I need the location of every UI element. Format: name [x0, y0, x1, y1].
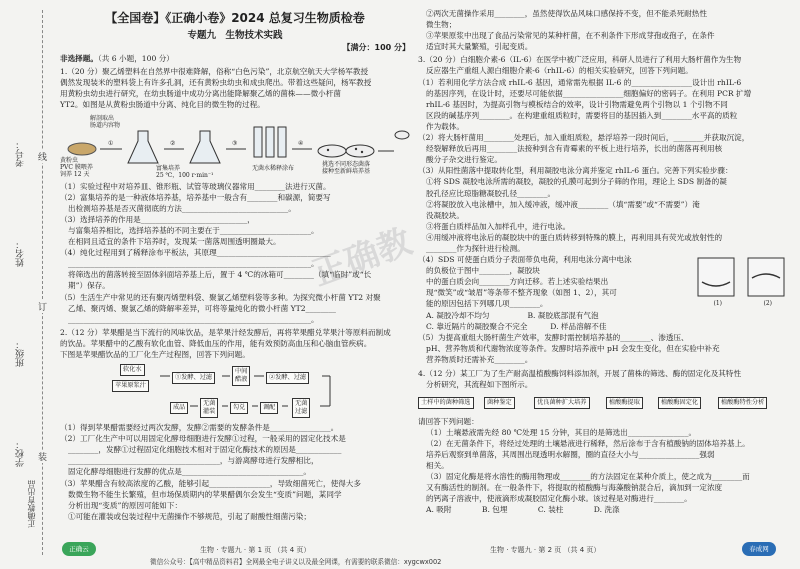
q1-line: ________________________________________________________________。	[68, 259, 319, 269]
q4-line: （3）固定化酶是将水溶性的酶用物理或________的方法固定在某种介质上，使之成为________而	[426, 472, 750, 482]
q1-line: （5）生活生产中常见的还有聚丙烯塑料袋、聚氯乙烯塑料袋等多种。为探究微小杆菌 YT2 对聚	[60, 292, 381, 302]
q3-line: 经裂解释放后再用________法接种到含有青霉素的平板上进行培养，长出的菌落再利用核	[426, 144, 723, 154]
step-2-marker: ②	[170, 139, 176, 147]
q3-line: ④用缓冲液将电泳后的凝胶块中的蛋白质转移到特殊的膜上，再利用具有荧光或放射性的	[426, 232, 723, 242]
section-heading	[60, 53, 410, 64]
q4-line: A. 吸附 B. 包埋 C. 装柱 D. 洗涤	[426, 505, 620, 515]
q3-5-line: （5）为提高重组大肠杆菌生产效率，发酵时需控制培养基的________、渗透压、	[418, 333, 689, 343]
q3-sds-text	[418, 254, 683, 309]
q1-intro-line: 偶然发现装米的塑料袋上有许多孔洞，还有黄粉虫幼虫和成虫爬出。带着这些疑问，杨军教授	[60, 78, 372, 88]
q3-line: （1）若利用化学方法合成 rhIL-6 基因，通常需先根据 IL-6 的________________设计出 rhIL-6	[418, 77, 742, 87]
option-d: D. 样品溶解不佳	[550, 322, 607, 332]
q3-line: ________作为探针进行检测。	[426, 243, 525, 253]
q1-line: （4）纯化过程用到了稀释涂布平板法，其原理______________________________	[60, 248, 331, 258]
q3-line: 区段的碱基序列________。在构建重组质粒时，需要将目的基因插入到________水平高的质粒	[426, 110, 738, 120]
q1-label-enrich: 富集培养 25 ℃，100 r·min⁻¹	[156, 164, 214, 179]
q4-line: 请回答下列问题：	[418, 416, 479, 426]
page-subtitle: 专题九 生物技术实践	[187, 30, 283, 41]
q1-label-dissect: 解剖取出 肠道内容物	[90, 114, 121, 129]
q4-line: 相关。	[426, 461, 449, 471]
figure-2-label: (2)	[763, 300, 772, 308]
flow-blending: 勾兑	[230, 402, 248, 414]
footer-wechat-note: 微信公众号：【高中精品资料君】全网最全电子讲义以及最全网课，有需要的联系微信：xygcwx002	[150, 558, 442, 566]
q2-cont-line: 微生物；	[426, 20, 457, 30]
q4-line: 的钙离子溶液中，使液滴形成凝胶固定化酶小球。该过程是对酶进行________。	[426, 494, 692, 504]
q2-line: 数微生物不能生长繁殖，但市场保质期内的苹果醋偶尔会发生“变质”问题，某同学	[68, 489, 342, 499]
q3-5-line: 营养物质时还需补充________。	[426, 355, 533, 365]
q3-line: rhIL-6 基因时，为提高引物与模板结合的效率，设计引物需避免两个引物以 1 个引物不同	[426, 99, 728, 109]
q3-sds-line: （4）SDS 可使蛋白质分子表面带负电荷，利用电泳分离中电泳	[418, 255, 632, 265]
option-c: C. 靠近隔片的凝胶聚合不完全	[426, 322, 528, 332]
q2-line: 分析出现“变质”的原因可能如下：	[68, 500, 183, 510]
q3-sds-block	[418, 254, 790, 310]
q3-sds-line: 现“微笑”或“皱眉”等条带不整齐现象（如图 1、2），其可	[426, 288, 617, 298]
q1-line: （1）实验过程中对培养皿、锥形瓶、试管等玻璃仪器常用________法进行灭菌。	[60, 181, 331, 191]
flow-step-screening: 土样中的菌种筛选	[418, 397, 474, 409]
q3-intro-line: 反应器生产重组人源白细胞介素-6（rhIL-6）的相关实验研究，回答下列问题。	[426, 66, 693, 76]
right-column	[418, 8, 790, 516]
page-title: 【全国卷】《正确小卷》2024 总复习生物质检卷	[105, 11, 365, 25]
question-4	[418, 368, 790, 516]
question-2-continued	[418, 8, 790, 52]
seal-char: 装	[38, 450, 47, 463]
flow-soft-water: 软化水	[120, 364, 145, 376]
flow-intermediate-vinegar: 中间 醋液	[232, 366, 250, 386]
q3-line: （2）将大肠杆菌用________处理后，加入重组质粒，悬浮培养一段时间后，________并获取沉淀，	[418, 133, 750, 143]
flow-mixing: 调配	[260, 402, 278, 414]
q1-isolation-diagram	[60, 113, 410, 179]
q2-flow-arrows	[60, 362, 410, 420]
q1-line: 期”）保存。	[68, 281, 110, 291]
line-char: 线	[38, 150, 47, 163]
binding-sidebar	[0, 0, 55, 569]
q1-line: （2）富集培养的是一种液体培养基，培养基中一般含有________和碳源，简要写	[60, 192, 331, 202]
class-field-label: 班级：	[16, 340, 26, 367]
binding-dashed-line	[42, 10, 43, 555]
q1-line: 在相同且适宜的条件下培养时，发现某一菌落周围透明圈最大。	[68, 237, 281, 247]
flow-aseptic-filling: 无菌 灌装	[200, 398, 218, 418]
q1-line: 将筛选出的菌落转接至固体斜面培养基上后，置于 4 ℃的冰箱可________（填“临时”或“长	[68, 270, 372, 280]
q3-options-row	[418, 310, 790, 321]
q3-sds-line: 中的蛋白质会向________方向迁移。若上述实验结果出	[426, 277, 609, 287]
flow-step-immobilization: 植酸酶固定化	[658, 397, 701, 409]
q1-label-dilute: 无菌水稀释涂布	[252, 164, 295, 172]
q2-intro-line: 的饮品。苹果醋中的乙酸有软化血管、降低血压的作用，能有效预防高血压和心脑血管疾病。	[60, 338, 372, 348]
school-field-label: 学校：	[16, 440, 26, 467]
q1-line: 与富集培养相比，选择培养基的不同主要在于________________________。	[68, 225, 319, 235]
q2-line: ________，发酵①过程固定化细胞技术相对于固定化酶技术的原因是____________	[68, 445, 342, 455]
q3-line: 作为载体。	[426, 121, 464, 131]
flow-apple-juice: 苹果原浆汁	[112, 380, 149, 392]
name-field-label: 姓名：	[16, 240, 26, 267]
q2-line: （3）苹果醋含有较高浓度的乙酸，能够引起________________，导致细菌死亡，使得大多	[60, 478, 361, 488]
step-4-marker: ④	[298, 139, 304, 147]
page-footer-right: 生物 · 专题九 · 第 2 页 （共 4 页）	[490, 546, 601, 554]
q4-line: （1）土壤悬液需先经 80 ℃处理 15 分钟，其目的是筛选出________________。	[426, 427, 697, 437]
q3-line: 没凝胶块。	[426, 210, 464, 220]
q1-line: 乙烯、聚丙烯、聚氯乙烯的降解率差异，可将等量纯化的微小杆菌 YT2________	[68, 303, 336, 313]
q3-options-row	[418, 321, 790, 332]
q1-intro-line: 用黄粉虫幼虫进行研究，在幼虫肠道中成功分离出能降解聚乙烯的菌株——微小杆菌	[60, 89, 341, 99]
q2-line: 固定化酵母细胞进行发酵的优点是________________________________。	[68, 467, 311, 477]
q3-line: 胶孔径应比琼脂糖凝胶孔径________。	[426, 188, 556, 198]
q3-line: （3）从阳性菌落中提取转化型，利用凝胶电泳分离并鉴定 rhIL-6 蛋白。完善下列实验步骤：	[418, 166, 733, 176]
q3-line: ③将蛋白质样品加入加样孔中，进行电泳。	[426, 221, 571, 231]
step-3-marker: ③	[232, 139, 238, 147]
section-title: 非选择题。	[60, 54, 98, 64]
q1-line: ________________________________________________________________。	[68, 314, 319, 324]
flow-sterile-filtration: 无菌 过滤	[292, 398, 310, 418]
q3-sds-line: 能的原因包括下列哪几项________。	[426, 299, 548, 309]
q3-line: ②将凝胶放入电泳槽中，加入缓冲液，缓冲液________（填“需要”或“不需要”）淹	[426, 199, 700, 209]
q4-intro-line: 分析研究，其流程如下图所示。	[426, 379, 533, 389]
q2-line: （1）得到苹果醋需要经过两次发酵，发酵②需要的发酵条件是________________。	[60, 423, 339, 433]
full-score: 【满分：100 分】	[342, 43, 410, 52]
q2-intro-line: 下图是苹果醋饮品的工厂化生产过程图，回答下列问题。	[60, 349, 250, 359]
q1-line: （3）选择培养的作用是____________________________，	[60, 214, 255, 224]
flow-fermentation-2: ②发酵、过滤	[266, 372, 309, 384]
q1-line: 出检测培养基是否灭菌彻底的方法____________________________。	[68, 203, 296, 213]
q1-label-pick: 挑选不同形态菌落 接种至新鲜培养基	[322, 160, 371, 175]
bind-char: 订	[38, 300, 47, 313]
q4-process-flow	[418, 392, 790, 414]
seal-line-label: 正确教育出品	[27, 480, 36, 528]
brand-logo-right: 春成网	[742, 542, 776, 556]
step-1-marker: ①	[108, 139, 114, 147]
flow-fermentation-1: ①发酵、过滤	[172, 372, 215, 384]
option-a: A. 凝胶冷却不均匀	[426, 311, 490, 321]
q2-cont-line: ②两次无菌操作采用________，虽然使得饮品风味口感保持不变，但不能杀死耐热性	[426, 9, 707, 18]
q2-cont-line: ③苹果原浆中出现了食品污染常见的某种杆菌，在不利条件下形成芽孢或孢子，在条件	[426, 31, 715, 41]
option-b: B. 凝胶底部混有气泡	[527, 311, 599, 321]
watermark: 正确教	[307, 221, 417, 295]
q4-intro-line: 4.（12 分）某工厂为了生产耐高温植酸酶饲料添加剂，开展了菌株的筛选、酶的固定化及其特性	[418, 368, 742, 378]
q3-line: ①将 SDS 凝胶电泳所需的凝胶，凝胶的孔膜可起到分子筛的作用，理论上 SDS 制备的凝	[426, 177, 727, 187]
q2-line: （2）工厂化生产中可以用固定化酵母细胞进行发酵①过程，一般采用的固定化技术是	[60, 434, 346, 444]
q1-label-feed: 黄粉虫 PVC 膜喂养 饲养 12 天	[60, 156, 93, 178]
section-count: （共 6 小题，100 分）	[97, 54, 174, 64]
brand-logo-left: 正确云	[62, 542, 96, 556]
electrophoresis-figures	[694, 254, 790, 310]
q3-line: 酸分子杂交进行鉴定。	[426, 155, 502, 165]
flow-step-extraction: 植酸酶提取	[606, 397, 643, 409]
q4-line: 培养后观察到单菌落，其周围出现透明水解圈，圈的直径大小与________________强弱	[426, 450, 715, 459]
q3-5-line: pH、营养物质和代谢物浓度等条件。发酵时培养液中 pH 会发生变化，但在实验中补充	[426, 344, 720, 354]
q1-intro-line: 1.（20 分）聚乙烯塑料在自然界中很难降解，俗称“白色污染”，北京航空航天大学杨军教授	[60, 67, 369, 77]
flow-step-identification: 菌种鉴定	[484, 397, 515, 409]
page-footer-left: 生物 · 专题九 · 第 1 页 （共 4 页）	[200, 546, 311, 554]
q2-production-flowchart	[60, 362, 410, 420]
q1-intro-line: YT2。如图是从黄粉虫肠道中分离、纯化目的微生物的过程。	[60, 100, 265, 110]
q4-line: （2）在无菌条件下，将经过处理的土壤悬液进行稀释，然后涂布于含有植酸钠的固体培养基上。	[426, 438, 750, 448]
figure-1-label: (1)	[713, 300, 722, 308]
flow-product: 成品	[170, 402, 188, 414]
question-3	[418, 54, 790, 365]
q3-line: 的基因序列，在设计时，还要尽可能依据________________细胞偏好的密码子。在利用 PCR 扩增	[426, 88, 752, 98]
q3-intro-line: 3.（20 分）白细胞介素-6（IL-6）在医学中被广泛应用，科研人员进行了利用大肠杆菌作为生物	[418, 55, 742, 65]
flow-step-expansion: 优良菌种扩大培养	[534, 397, 590, 409]
q2-line: ________________________________________，与游离酵母进行发酵相比，	[68, 456, 319, 466]
question-2	[60, 327, 410, 522]
q3-sds-line: 的负极位于图中________，凝胶块	[426, 266, 540, 276]
q4-line: 又有酶活性的制剂。在一般条件下，将提取的植酸酶与海藻酸钠混合后，滴加到一定浓度	[426, 483, 723, 493]
q2-line: ①可能在灌装或包装过程中无菌操作不够规范，引起了耐酸性细菌污染；	[68, 511, 311, 521]
exam-no-field-label: 考号：	[16, 140, 26, 167]
left-column	[60, 8, 410, 522]
q2-cont-line: 适宜时其大量繁殖，引起变质。	[426, 42, 533, 52]
question-1	[60, 66, 410, 325]
flow-step-analysis: 植酸酶特性分析	[718, 397, 767, 409]
q2-intro-line: 2.（12 分）苹果醋是当下流行的风味饮品，是苹果汁经发酵后，再将苹果醋兑苹果汁等原料而制成	[60, 327, 391, 337]
